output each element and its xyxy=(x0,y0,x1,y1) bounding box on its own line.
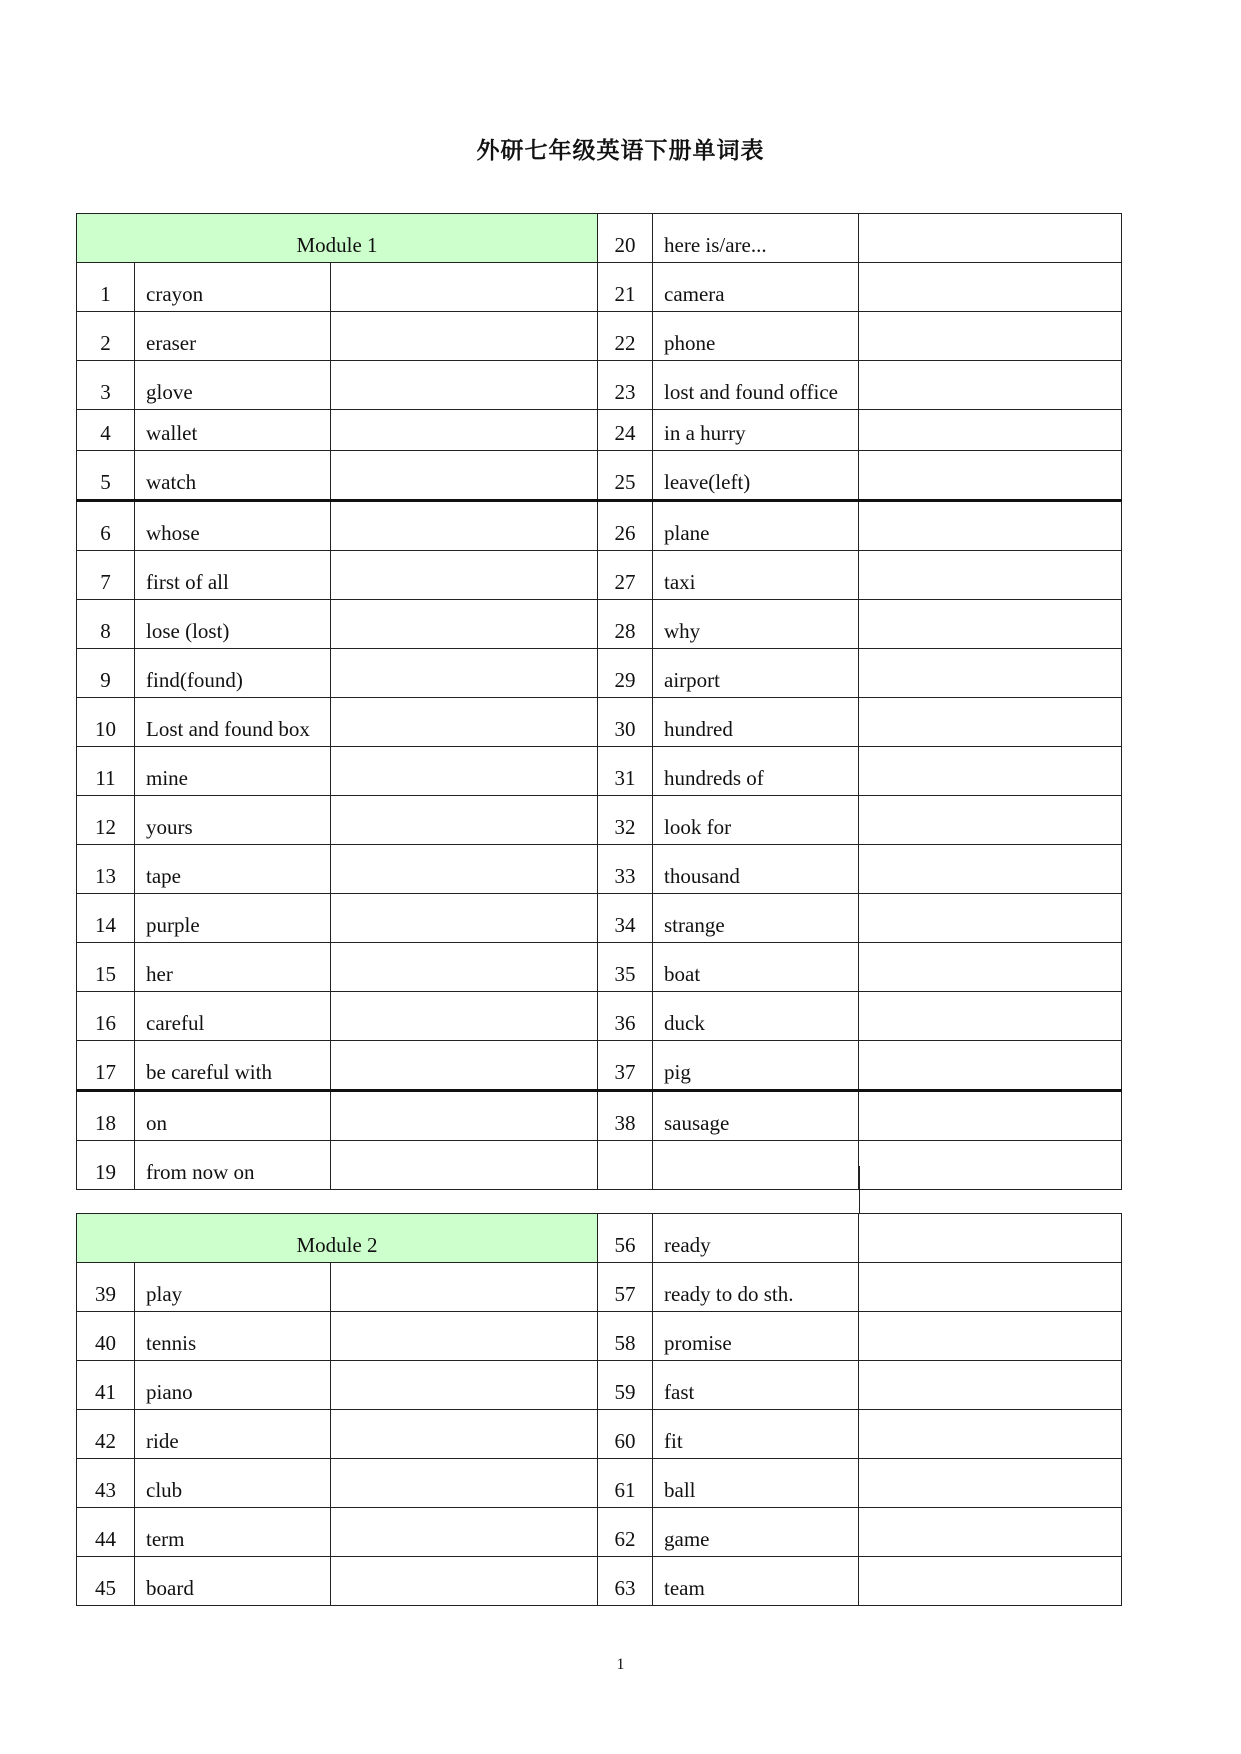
vocab-word: plane xyxy=(653,501,859,551)
vocab-word: club xyxy=(135,1459,331,1508)
vocab-word: look for xyxy=(653,796,859,845)
word-number: 15 xyxy=(77,943,135,992)
word-number: 6 xyxy=(77,501,135,551)
vocab-word: yours xyxy=(135,796,331,845)
vocab-word: hundreds of xyxy=(653,747,859,796)
vocab-word: glove xyxy=(135,361,331,410)
vocab-word: leave(left) xyxy=(653,451,859,501)
meaning-blank xyxy=(859,1508,1122,1557)
word-number: 63 xyxy=(598,1557,653,1606)
meaning-blank xyxy=(331,1508,598,1557)
vocab-word: lost and found office xyxy=(653,361,859,410)
vocab-word: find(found) xyxy=(135,649,331,698)
meaning-blank xyxy=(331,1091,598,1141)
word-number: 21 xyxy=(598,263,653,312)
page-title: 外研七年级英语下册单词表 xyxy=(476,138,765,164)
vocab-word: team xyxy=(653,1557,859,1606)
vocab-word: on xyxy=(135,1091,331,1141)
module-1-vocab-table xyxy=(76,213,1122,1190)
word-number: 20 xyxy=(598,214,653,263)
vocab-word: piano xyxy=(135,1361,331,1410)
table-divider-line xyxy=(859,1166,860,1214)
vocab-word: careful xyxy=(135,992,331,1041)
meaning-blank xyxy=(859,501,1122,551)
word-number: 58 xyxy=(598,1312,653,1361)
word-number: 31 xyxy=(598,747,653,796)
vocab-word: watch xyxy=(135,451,331,501)
word-number: 25 xyxy=(598,451,653,501)
word-number: 13 xyxy=(77,845,135,894)
meaning-blank xyxy=(331,943,598,992)
word-number: 40 xyxy=(77,1312,135,1361)
vocab-word: ride xyxy=(135,1410,331,1459)
meaning-blank xyxy=(331,894,598,943)
word-number: 11 xyxy=(77,747,135,796)
meaning-blank xyxy=(859,845,1122,894)
vocab-word: whose xyxy=(135,501,331,551)
word-number: 43 xyxy=(77,1459,135,1508)
vocab-word: ball xyxy=(653,1459,859,1508)
table-row xyxy=(77,1312,1122,1361)
meaning-blank xyxy=(331,796,598,845)
word-number: 14 xyxy=(77,894,135,943)
table-row xyxy=(77,361,1122,410)
vocab-word: lose (lost) xyxy=(135,600,331,649)
word-number: 41 xyxy=(77,1361,135,1410)
word-number: 17 xyxy=(77,1041,135,1091)
meaning-blank xyxy=(859,1361,1122,1410)
table-row xyxy=(77,894,1122,943)
word-number: 37 xyxy=(598,1041,653,1091)
module-2-vocab-table xyxy=(76,1213,1122,1606)
table-row xyxy=(77,501,1122,551)
table-row xyxy=(77,1459,1122,1508)
word-number: 57 xyxy=(598,1263,653,1312)
vocab-word: phone xyxy=(653,312,859,361)
word-number: 45 xyxy=(77,1557,135,1606)
vocab-word: duck xyxy=(653,992,859,1041)
word-number: 62 xyxy=(598,1508,653,1557)
vocab-word: mine xyxy=(135,747,331,796)
table-row xyxy=(77,1091,1122,1141)
meaning-blank xyxy=(859,312,1122,361)
word-number: 35 xyxy=(598,943,653,992)
vocab-word: eraser xyxy=(135,312,331,361)
word-number: 56 xyxy=(598,1214,653,1263)
meaning-blank xyxy=(859,1214,1122,1263)
meaning-blank xyxy=(331,1459,598,1508)
vocab-word: first of all xyxy=(135,551,331,600)
word-number: 4 xyxy=(77,410,135,451)
meaning-blank xyxy=(331,600,598,649)
meaning-blank xyxy=(859,1459,1122,1508)
meaning-blank xyxy=(331,747,598,796)
word-number: 3 xyxy=(77,361,135,410)
meaning-blank xyxy=(859,1041,1122,1091)
word-number: 38 xyxy=(598,1091,653,1141)
table-row xyxy=(77,1041,1122,1091)
vocab-word: in a hurry xyxy=(653,410,859,451)
table-row xyxy=(77,992,1122,1041)
meaning-blank xyxy=(859,943,1122,992)
vocab-word: promise xyxy=(653,1312,859,1361)
table-row xyxy=(77,1557,1122,1606)
vocab-word: tennis xyxy=(135,1312,331,1361)
meaning-blank xyxy=(859,649,1122,698)
meaning-blank xyxy=(859,451,1122,501)
table-row xyxy=(77,1214,1122,1263)
word-number: 34 xyxy=(598,894,653,943)
meaning-blank xyxy=(859,1141,1122,1190)
word-number: 9 xyxy=(77,649,135,698)
table-row xyxy=(77,1263,1122,1312)
word-number: 19 xyxy=(77,1141,135,1190)
empty-cell xyxy=(598,1141,653,1190)
word-number: 61 xyxy=(598,1459,653,1508)
word-number: 24 xyxy=(598,410,653,451)
word-number: 7 xyxy=(77,551,135,600)
vocab-word: term xyxy=(135,1508,331,1557)
meaning-blank xyxy=(859,263,1122,312)
empty-cell xyxy=(653,1141,859,1190)
word-number: 32 xyxy=(598,796,653,845)
word-number: 30 xyxy=(598,698,653,747)
table-row xyxy=(77,1508,1122,1557)
vocab-word: from now on xyxy=(135,1141,331,1190)
meaning-blank xyxy=(859,747,1122,796)
vocab-word: fast xyxy=(653,1361,859,1410)
meaning-blank xyxy=(331,1141,598,1190)
vocab-word: be careful with xyxy=(135,1041,331,1091)
vocab-word: boat xyxy=(653,943,859,992)
module-header: Module 1 xyxy=(77,214,598,263)
meaning-blank xyxy=(859,698,1122,747)
vocab-word: crayon xyxy=(135,263,331,312)
word-number: 44 xyxy=(77,1508,135,1557)
meaning-blank xyxy=(331,1041,598,1091)
vocab-word: ready to do sth. xyxy=(653,1263,859,1312)
word-number: 23 xyxy=(598,361,653,410)
table-row xyxy=(77,796,1122,845)
table-row xyxy=(77,1410,1122,1459)
meaning-blank xyxy=(859,1312,1122,1361)
word-number: 18 xyxy=(77,1091,135,1141)
meaning-blank xyxy=(331,451,598,501)
meaning-blank xyxy=(331,992,598,1041)
vocab-word: camera xyxy=(653,263,859,312)
vocab-word: thousand xyxy=(653,845,859,894)
word-number: 16 xyxy=(77,992,135,1041)
vocab-word: hundred xyxy=(653,698,859,747)
word-number: 22 xyxy=(598,312,653,361)
vocab-word: game xyxy=(653,1508,859,1557)
vocab-word: ready xyxy=(653,1214,859,1263)
meaning-blank xyxy=(331,312,598,361)
word-number: 12 xyxy=(77,796,135,845)
meaning-blank xyxy=(859,410,1122,451)
meaning-blank xyxy=(859,214,1122,263)
vocab-word: Lost and found box xyxy=(135,698,331,747)
vocab-word: tape xyxy=(135,845,331,894)
word-number: 10 xyxy=(77,698,135,747)
vocab-word: play xyxy=(135,1263,331,1312)
table-row xyxy=(77,312,1122,361)
meaning-blank xyxy=(331,1410,598,1459)
table-row xyxy=(77,551,1122,600)
meaning-blank xyxy=(859,1410,1122,1459)
meaning-blank xyxy=(859,1557,1122,1606)
table-row xyxy=(77,698,1122,747)
meaning-blank xyxy=(331,263,598,312)
vocab-word: here is/are... xyxy=(653,214,859,263)
meaning-blank xyxy=(331,410,598,451)
table-row xyxy=(77,263,1122,312)
meaning-blank xyxy=(859,1263,1122,1312)
word-number: 33 xyxy=(598,845,653,894)
table-row xyxy=(77,1361,1122,1410)
meaning-blank xyxy=(331,1557,598,1606)
vocab-word: fit xyxy=(653,1410,859,1459)
meaning-blank xyxy=(859,551,1122,600)
word-number: 60 xyxy=(598,1410,653,1459)
vocab-word: board xyxy=(135,1557,331,1606)
table-row xyxy=(77,943,1122,992)
meaning-blank xyxy=(331,1361,598,1410)
table-row xyxy=(77,845,1122,894)
vocab-word: strange xyxy=(653,894,859,943)
meaning-blank xyxy=(331,1263,598,1312)
word-number: 5 xyxy=(77,451,135,501)
word-number: 36 xyxy=(598,992,653,1041)
vocab-word: pig xyxy=(653,1041,859,1091)
word-number: 29 xyxy=(598,649,653,698)
table-row xyxy=(77,600,1122,649)
meaning-blank xyxy=(331,551,598,600)
vocab-word: why xyxy=(653,600,859,649)
meaning-blank xyxy=(331,698,598,747)
meaning-blank xyxy=(859,600,1122,649)
meaning-blank xyxy=(331,501,598,551)
table-row xyxy=(77,747,1122,796)
module-header: Module 2 xyxy=(77,1214,598,1263)
vocab-word: sausage xyxy=(653,1091,859,1141)
word-number: 1 xyxy=(77,263,135,312)
word-number: 28 xyxy=(598,600,653,649)
word-number: 8 xyxy=(77,600,135,649)
vocab-word: taxi xyxy=(653,551,859,600)
meaning-blank xyxy=(859,796,1122,845)
meaning-blank xyxy=(331,1312,598,1361)
meaning-blank xyxy=(331,361,598,410)
table-row xyxy=(77,214,1122,263)
meaning-blank xyxy=(859,992,1122,1041)
word-number: 42 xyxy=(77,1410,135,1459)
table-row xyxy=(77,1141,1122,1190)
meaning-blank xyxy=(331,845,598,894)
vocab-word: her xyxy=(135,943,331,992)
vocab-word: airport xyxy=(653,649,859,698)
word-number: 26 xyxy=(598,501,653,551)
word-number: 27 xyxy=(598,551,653,600)
meaning-blank xyxy=(859,894,1122,943)
vocab-word: wallet xyxy=(135,410,331,451)
table-row xyxy=(77,410,1122,451)
vocab-word: purple xyxy=(135,894,331,943)
meaning-blank xyxy=(859,361,1122,410)
page-number: 1 xyxy=(616,1656,625,1673)
word-number: 2 xyxy=(77,312,135,361)
table-row xyxy=(77,451,1122,501)
meaning-blank xyxy=(859,1091,1122,1141)
word-number: 39 xyxy=(77,1263,135,1312)
table-row xyxy=(77,649,1122,698)
meaning-blank xyxy=(331,649,598,698)
word-number: 59 xyxy=(598,1361,653,1410)
